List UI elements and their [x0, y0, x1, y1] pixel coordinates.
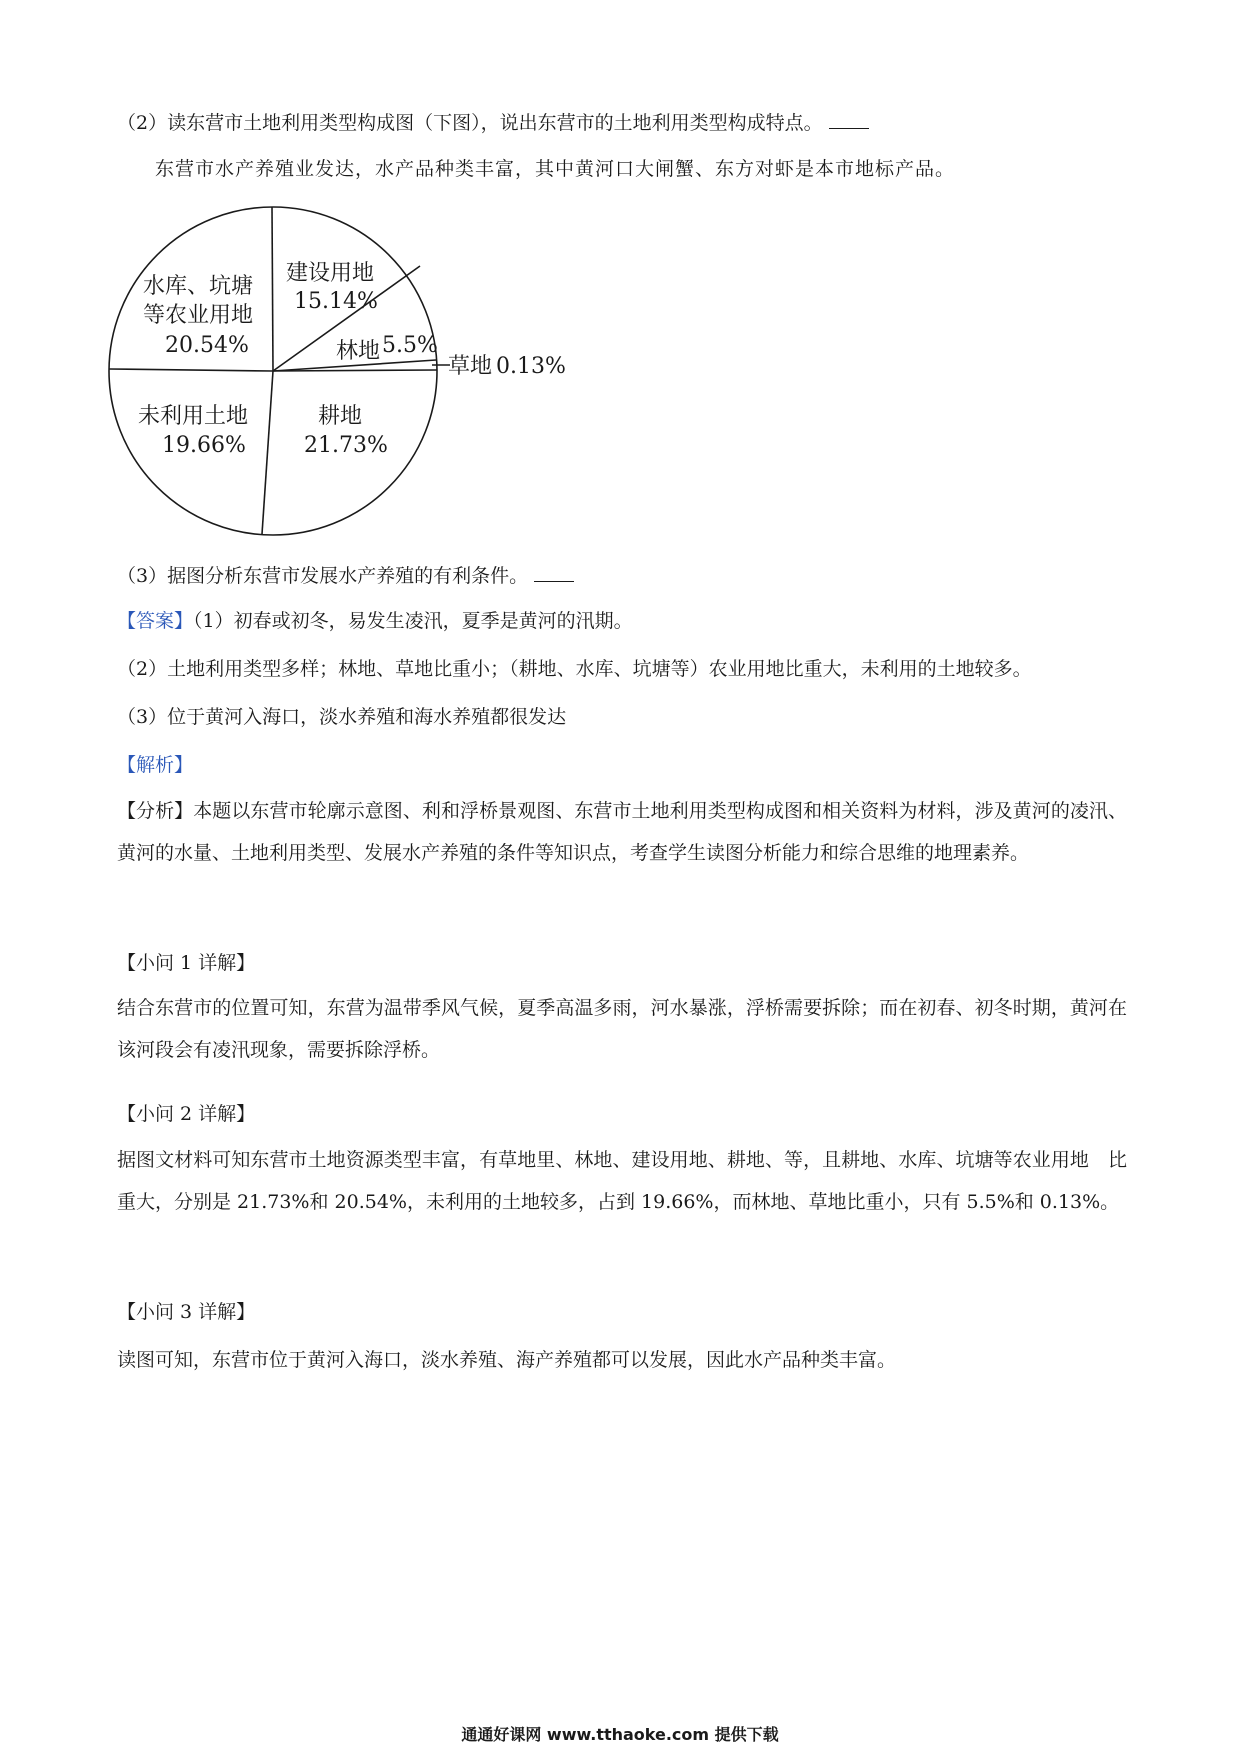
value-construction: 15.14%	[294, 289, 378, 314]
answer-tag: 【答案】	[117, 610, 194, 632]
pie-divider-construction	[272, 207, 273, 371]
label-forest: 林地	[336, 339, 381, 364]
answer-1: 【答案】（1）初春或初冬，易发生凌汛，夏季是黄河的汛期。	[117, 610, 633, 632]
sub-question-1-title: 【小问 1 详解】	[117, 952, 256, 974]
label-farmland: 耕地	[318, 404, 363, 429]
analysis-summary: 【分析】本题以东营市轮廓示意图、利和浮桥景观图、东营市土地利用类型构成图和相关资料为材料，涉及黄河的凌汛、黄河的水量、土地利用类型、发展水产养殖的条件等知识点，考查学生读图分析能力和综合思维的地理素养。	[117, 800, 1127, 864]
value-grass: 0.13%	[496, 354, 566, 379]
footer: 通通好课网 www.tthaoke.com 提供下载	[461, 1725, 779, 1744]
answer-2: （2）土地利用类型多样；林地、草地比重小；（耕地、水库、坑塘等）农业用地比重大，未利用的土地较多。	[117, 658, 1032, 680]
pie-divider-unused	[109, 369, 273, 371]
label-grass: 草地	[448, 354, 493, 379]
value-farmland: 21.73%	[304, 433, 388, 458]
label-construction: 建设用地	[286, 261, 375, 286]
label-reservoir-line1: 水库、坑塘	[143, 274, 254, 299]
analysis-tag: 【解析】	[117, 754, 194, 776]
label-reservoir-line2: 等农业用地	[143, 303, 254, 328]
sub-question-2-text: 据图文材料可知东营市土地资源类型丰富，有草地里、林地、建设用地、耕地、等，且耕地、水库、坑塘等农业用地 比重大，分别是 21.73%和 20.54%，未利用的土地较多，占到 19.66%，而林地、草地比重小，只有 5.5%和 0.13%。	[117, 1149, 1127, 1213]
pie-divider-farmland	[262, 371, 273, 534]
sub-question-1-text: 结合东营市的位置可知，东营为温带季风气候，夏季高温多雨，河水暴涨，浮桥需要拆除；而在初春、初冬时期，黄河在该河段会有凌汛现象，需要拆除浮桥。	[117, 997, 1127, 1061]
sub-question-3-title: 【小问 3 详解】	[117, 1301, 256, 1323]
sub-question-3-text: 读图可知，东营市位于黄河入海口，淡水养殖、海产养殖都可以发展，因此水产品种类丰富。	[117, 1349, 897, 1371]
sub-question-2-title: 【小问 2 详解】	[117, 1103, 256, 1125]
question-3: （3）据图分析东营市发展水产养殖的有利条件。	[117, 563, 574, 589]
answer-3: （3）位于黄河入海口，淡水养殖和海水养殖都很发达	[117, 706, 567, 728]
value-forest: 5.5%	[382, 333, 438, 358]
material-text: 东营市水产养殖业发达，水产品种类丰富，其中黄河口大闸蟹、东方对虾是本市地标产品。	[155, 158, 956, 180]
answer-blank	[534, 563, 574, 582]
value-unused: 19.66%	[162, 433, 246, 458]
label-unused: 未利用土地	[138, 404, 249, 429]
value-reservoir: 20.54%	[165, 333, 249, 358]
land-use-pie-chart	[0, 0, 1240, 560]
pie-divider-grass-bottom	[273, 370, 437, 371]
question-2: （2）读东营市土地利用类型构成图（下图），说出东营市的土地利用类型构成特点。	[117, 110, 869, 136]
